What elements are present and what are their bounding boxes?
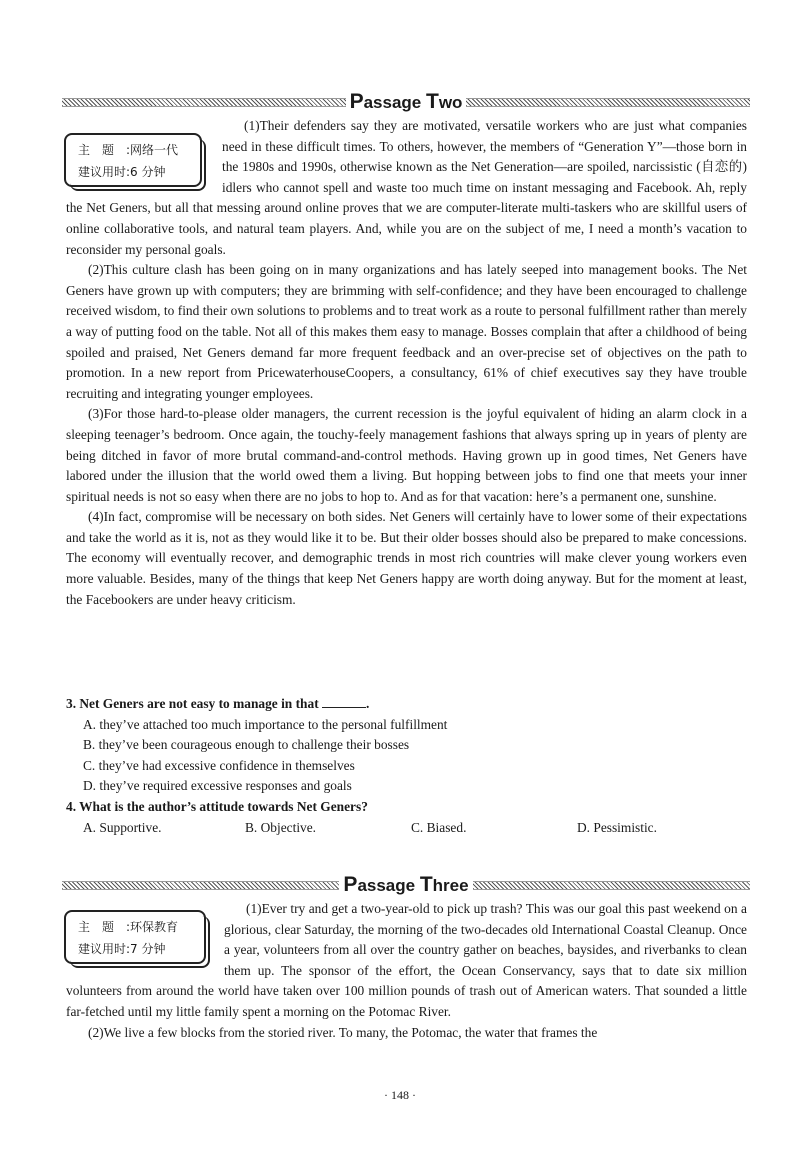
question-4-option-c: C. Biased. [411, 819, 467, 835]
questions [66, 694, 747, 838]
passage-two-paragraph-1: (1)Their defenders say they are motivated, versatile workers who are just what companies need in these difficult times. To others, however, the members of “Generation Y”—those born in the 1980s and 1990s, otherwise known as the Net Generation—are spoiled, narcissistic (自恋的) idlers who cannot spell and waste too much time on instant messaging and Facebook. Ah, reply the Net Geners, but all that messing around online proves that we are computer-literate multi-taskers who are skillful users of online collaborative tools, and natural team players. And, while you are on the subject of me, I need a month’s vacation to reconsider my personal goals. [66, 118, 747, 257]
passage-three-header [62, 874, 750, 896]
question-3-option-d: D. they’ve required excessive responses and goals [83, 778, 352, 794]
time-value: :6 分钟 [126, 165, 166, 179]
passage-three-title: Passage Three [343, 873, 469, 896]
question-4-option-d: D. Pessimistic. [577, 819, 657, 835]
passage-three-paragraph-2: (2)We live a few blocks from the storied river. To many, the Potomac, the water that frames the [88, 1024, 598, 1040]
question-3: 3. Net Geners are not easy to manage in that . [66, 696, 370, 711]
question-3-option-b: B. they’ve been courageous enough to challenge their bosses [83, 737, 410, 753]
passage-two-paragraph-3: (3)For those hard-to-please older managers, the current recession is the joyful equivalent of hiding an alarm clock in a sleeping teenager’s bedroom. Once again, the touchy-feely management fashions that always spring up in years of plenty are being ditched in favor of more brutal command-and-control methods. Having grown up in good times, Net Geners have labored under the illusion that the world owed them a living. But hopping between jobs to find one that meets your inner spiritual needs is not so easy when there are no jobs to hop to. And as for that vacation: here’s a permanent one, sunshine. [66, 406, 747, 504]
page-number: · 148 · [384, 1088, 416, 1102]
topic-value: :环保教育 [126, 920, 179, 934]
question-3-option-c: C. they’ve had excessive confidence in themselves [83, 757, 355, 773]
topic-label: 主题 [78, 143, 127, 157]
hatch-divider-right [473, 881, 750, 890]
passage-two-paragraph-4: (4)In fact, compromise will be necessary on both sides. Net Geners will certainly have to lower some of their expectations and take the world as it is, not as they would like it to be. But their older bosses should also be prepared to make concessions. The economy will eventually recover, and demographic trends in most rich countries will make clever young workers even more valuable. Besides, many of the things that keep Net Geners happy are worth doing anyway. But for the moment at least, the Facebookers are under heavy criticism. [66, 509, 747, 607]
passage-two-header [62, 91, 750, 113]
question-4-option-a: A. Supportive. [83, 819, 162, 835]
time-label: 建议用时 [78, 165, 127, 179]
passage-two-body [66, 116, 747, 610]
hatch-divider-right [466, 98, 750, 107]
topic-value: :网络一代 [126, 143, 179, 157]
question-3-option-a: A. they’ve attached too much importance to the personal fulfillment [83, 716, 448, 732]
passage-two-paragraph-2: (2)This culture clash has been going on in many organizations and has lately seeped into management books. The Net Geners have grown up with computers; they are brimming with self-confidence; and they have been encouraged to challenge received wisdom, to find their own solutions to problems and to treat work as a route to personal fulfillment rather than merely a way of putting food on the table. Not all of this makes them easy to manage. Bosses complain that after a childhood of being spoiled and praised, Net Geners demand far more frequent feedback and an over-precise set of objectives on the path to promotion. In a new report from PricewaterhouseCoopers, a consultancy, 61% of chief executives say they have trouble recruiting and integrating younger employees. [66, 262, 747, 401]
topic-label: 主题 [78, 920, 127, 934]
hatch-divider-left [62, 881, 339, 890]
passage-two-title: Passage Two [349, 90, 463, 113]
question-4: 4. What is the author’s attitude towards Net Geners? [66, 798, 368, 814]
time-value: :7 分钟 [126, 942, 166, 956]
time-label: 建议用时 [78, 942, 127, 956]
question-4-options [66, 818, 747, 839]
answer-blank [322, 695, 366, 708]
hatch-divider-left [62, 98, 346, 107]
question-4-option-b: B. Objective. [245, 819, 317, 835]
passage-three-paragraph-1: (1)Ever try and get a two-year-old to pick up trash? This was our goal this past weekend on a glorious, clear Saturday, the morning of the two-decades old International Coastal Cleanup. Once a year, volunteers from all over the country gather on beaches, baysides, and riverbanks to clean them up. The sponsor of the effort, the Ocean Conservancy, says that to date six million volunteers from around the world have taken over 100 million pounds of trash out of American waters. That sounded a little far-fetched until my little family spent a morning on the Potomac River. [66, 901, 747, 1019]
passage-three-body [66, 899, 747, 1043]
